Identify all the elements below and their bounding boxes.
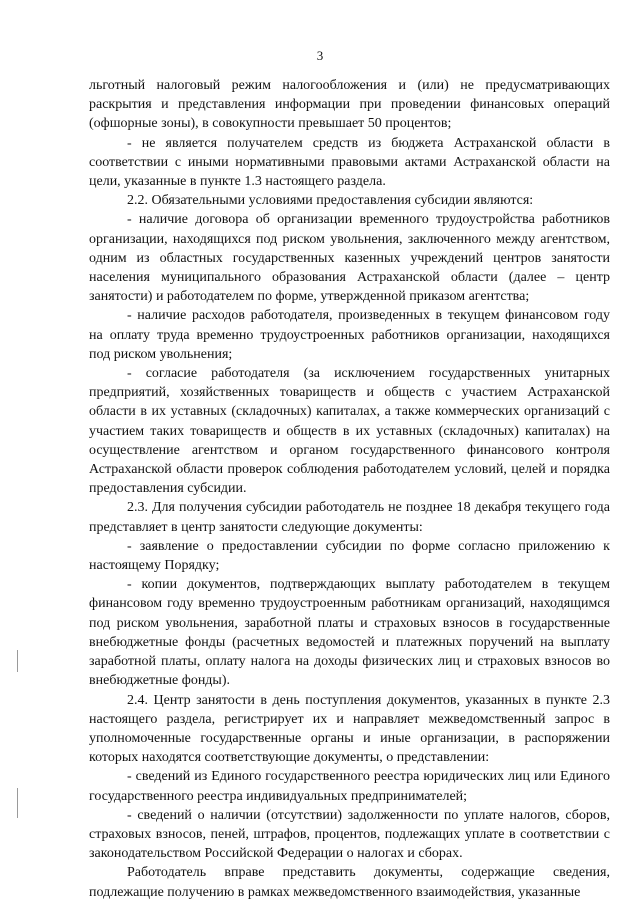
paragraph: - наличие расходов работодателя, произведенных в текущем финансовом году на оплату труда временно трудоустроенных работников организации, находящихся под риском увольнения; — [89, 308, 610, 362]
paragraph: льготный налоговый режим налогообложения и (или) не предусматривающих раскрытия и представления информации при проведении финансовых операций (офшорные зоны), в совокупности превышает 50 процентов; — [89, 78, 610, 132]
paragraph: - согласие работодателя (за исключением государственных унитарных предприятий, хозяйственных товариществ и обществ с участием Астраханской области в их уставных (складочных) капиталах, а также коммерческих организаций с участием таких товариществ и обществ в их уставных (складочных) капиталах) на осуществление агентством и органом государственного финансового контроля Астраханской области проверок соблюдения работодателем условий, целей и порядка предоставления субсидии. — [89, 366, 610, 497]
paragraph: - не является получателем средств из бюджета Астраханской области в соответствии с иными нормативными правовыми актами Астраханской области на цели, указанные в пункте 1.3 настоящего раздела. — [89, 135, 610, 190]
paragraph: - заявление о предоставлении субсидии по форме согласно приложению к настоящему Порядку; — [89, 538, 610, 574]
document-body — [89, 76, 610, 902]
paragraph: - копии документов, подтверждающих выплату работодателем в текущем финансовом году временно трудоустроенным работникам организаций, находящимся под риском увольнения, заработной платы и страховых взносов в государственные внебюджетные фонды (расчетных ведомостей и платежных поручений на выплату заработной платы, оплату налога на доходы физических лиц и страховых взносов во внебюджетные фонды). — [89, 577, 610, 689]
page-number: 3 — [316, 48, 324, 63]
paragraph: 2.3. Для получения субсидии работодатель не позднее 18 декабря текущего года представляет в центр занятости следующие документы: — [89, 500, 610, 535]
paragraph: - сведений из Единого государственного реестра юридических лиц или Единого государственного реестра индивидуальных предпринимателей; — [89, 769, 610, 804]
margin-scan-mark — [17, 650, 18, 672]
paragraph: - сведений о наличии (отсутствии) задолженности по уплате налогов, сборов, страховых взносов, пеней, штрафов, процентов, подлежащих уплате в соответствии с законодательством Российской Федерации о налогах и сборах. — [89, 807, 610, 862]
margin-scan-mark — [17, 788, 18, 818]
paragraph: 2.2. Обязательными условиями предоставления субсидии являются: — [127, 193, 534, 209]
paragraph: 2.4. Центр занятости в день поступления документов, указанных в пункте 2.3 настоящего раздела, регистрирует их и направляет межведомственный запрос в уполномоченные государственные органы и иные организации, в распоряжении которых находятся соответствующие документы, о представлении: — [89, 692, 610, 766]
paragraph: - наличие договора об организации временного трудоустройства работников организации, находящихся под риском увольнения, заключенного между агентством, одним из областных государственных казенных учреждений центров занятости населения муниципального образования Астраханской области (далее – центр занятости) и работодателем по форме, утвержденной приказом агентства; — [89, 212, 610, 305]
paragraph: Работодатель вправе представить документы, содержащие сведения, подлежащие получению в рамках межведомственного взаимодействия, указанные — [89, 865, 610, 900]
